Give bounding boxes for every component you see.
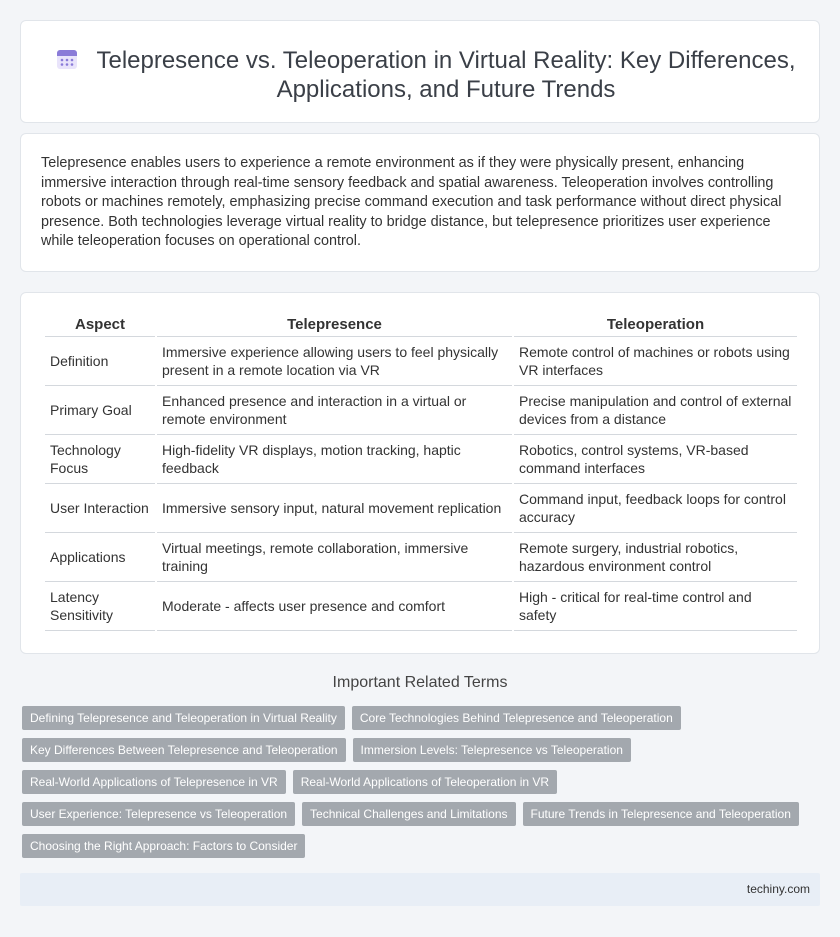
row-aspect: Applications (45, 533, 155, 582)
intro-paragraph: Telepresence enables users to experience a remote environment as if they were physically present, enhancing immersive interaction through real-time sensory feedback and spatial awareness. Teleoperation involves controlling robots or machines remotely, emphasizing precise command execution and task performance without direct physical presence. Both technologies leverage virtual reality to bridge distance, but telepresence prioritizes user experience while teleoperation focuses on operational control. (41, 155, 782, 250)
row-telepresence: High-fidelity VR displays, motion tracking, haptic feedback (157, 435, 512, 484)
related-term-tag[interactable]: Choosing the Right Approach: Factors to Consider (22, 834, 305, 858)
related-term-tag[interactable]: Technical Challenges and Limitations (302, 802, 515, 826)
related-term-tag[interactable]: Real-World Applications of Telepresence in VR (22, 770, 286, 794)
row-teleoperation: Precise manipulation and control of external devices from a distance (514, 386, 797, 435)
row-telepresence: Immersive sensory input, natural movement replication (157, 484, 512, 533)
row-telepresence: Immersive experience allowing users to feel physically present in a remote location via VR (157, 337, 512, 386)
row-teleoperation: High - critical for real-time control and safety (514, 582, 797, 631)
header-telepresence: Telepresence (157, 315, 512, 337)
intro-card (20, 133, 820, 272)
table-row (45, 386, 797, 435)
related-terms-heading: Important Related Terms (332, 674, 508, 691)
table-row (45, 582, 797, 631)
row-teleoperation: Robotics, control systems, VR-based command interfaces (514, 435, 797, 484)
related-term-tag[interactable]: Key Differences Between Telepresence and Teleoperation (22, 738, 346, 762)
row-teleoperation: Command input, feedback loops for control accuracy (514, 484, 797, 533)
table-row (45, 533, 797, 582)
related-term-tag[interactable]: Core Technologies Behind Telepresence and Teleoperation (352, 706, 681, 730)
header-aspect: Aspect (45, 315, 155, 337)
comparison-card (20, 292, 820, 654)
table-header-row (45, 315, 797, 337)
row-aspect: Definition (45, 337, 155, 386)
calendar-icon (55, 47, 79, 71)
table-row (45, 337, 797, 386)
related-term-tag[interactable]: Defining Telepresence and Teleoperation in Virtual Reality (22, 706, 345, 730)
row-teleoperation: Remote surgery, industrial robotics, hazardous environment control (514, 533, 797, 582)
related-terms-list (22, 706, 812, 858)
related-term-tag[interactable]: Immersion Levels: Telepresence vs Teleoperation (353, 738, 631, 762)
header-teleoperation: Teleoperation (514, 315, 797, 337)
table-row (45, 484, 797, 533)
row-teleoperation: Remote control of machines or robots using VR interfaces (514, 337, 797, 386)
related-term-tag[interactable]: Future Trends in Telepresence and Teleoperation (523, 802, 799, 826)
related-term-tag[interactable]: User Experience: Telepresence vs Teleoperation (22, 802, 295, 826)
comparison-table (43, 315, 799, 631)
row-telepresence: Enhanced presence and interaction in a virtual or remote environment (157, 386, 512, 435)
row-aspect: User Interaction (45, 484, 155, 533)
row-telepresence: Moderate - affects user presence and comfort (157, 582, 512, 631)
row-telepresence: Virtual meetings, remote collaboration, immersive training (157, 533, 512, 582)
related-term-tag[interactable]: Real-World Applications of Teleoperation in VR (293, 770, 557, 794)
title-card (20, 20, 820, 123)
footer-site-link[interactable]: techiny.com (746, 882, 810, 896)
table-row (45, 435, 797, 484)
row-aspect: Primary Goal (45, 386, 155, 435)
row-aspect: Latency Sensitivity (45, 582, 155, 631)
row-aspect: Technology Focus (45, 435, 155, 484)
page-title: Telepresence vs. Teleoperation in Virtual Reality: Key Differences, Applications, and Future Trends (96, 47, 796, 103)
footer (20, 873, 820, 906)
